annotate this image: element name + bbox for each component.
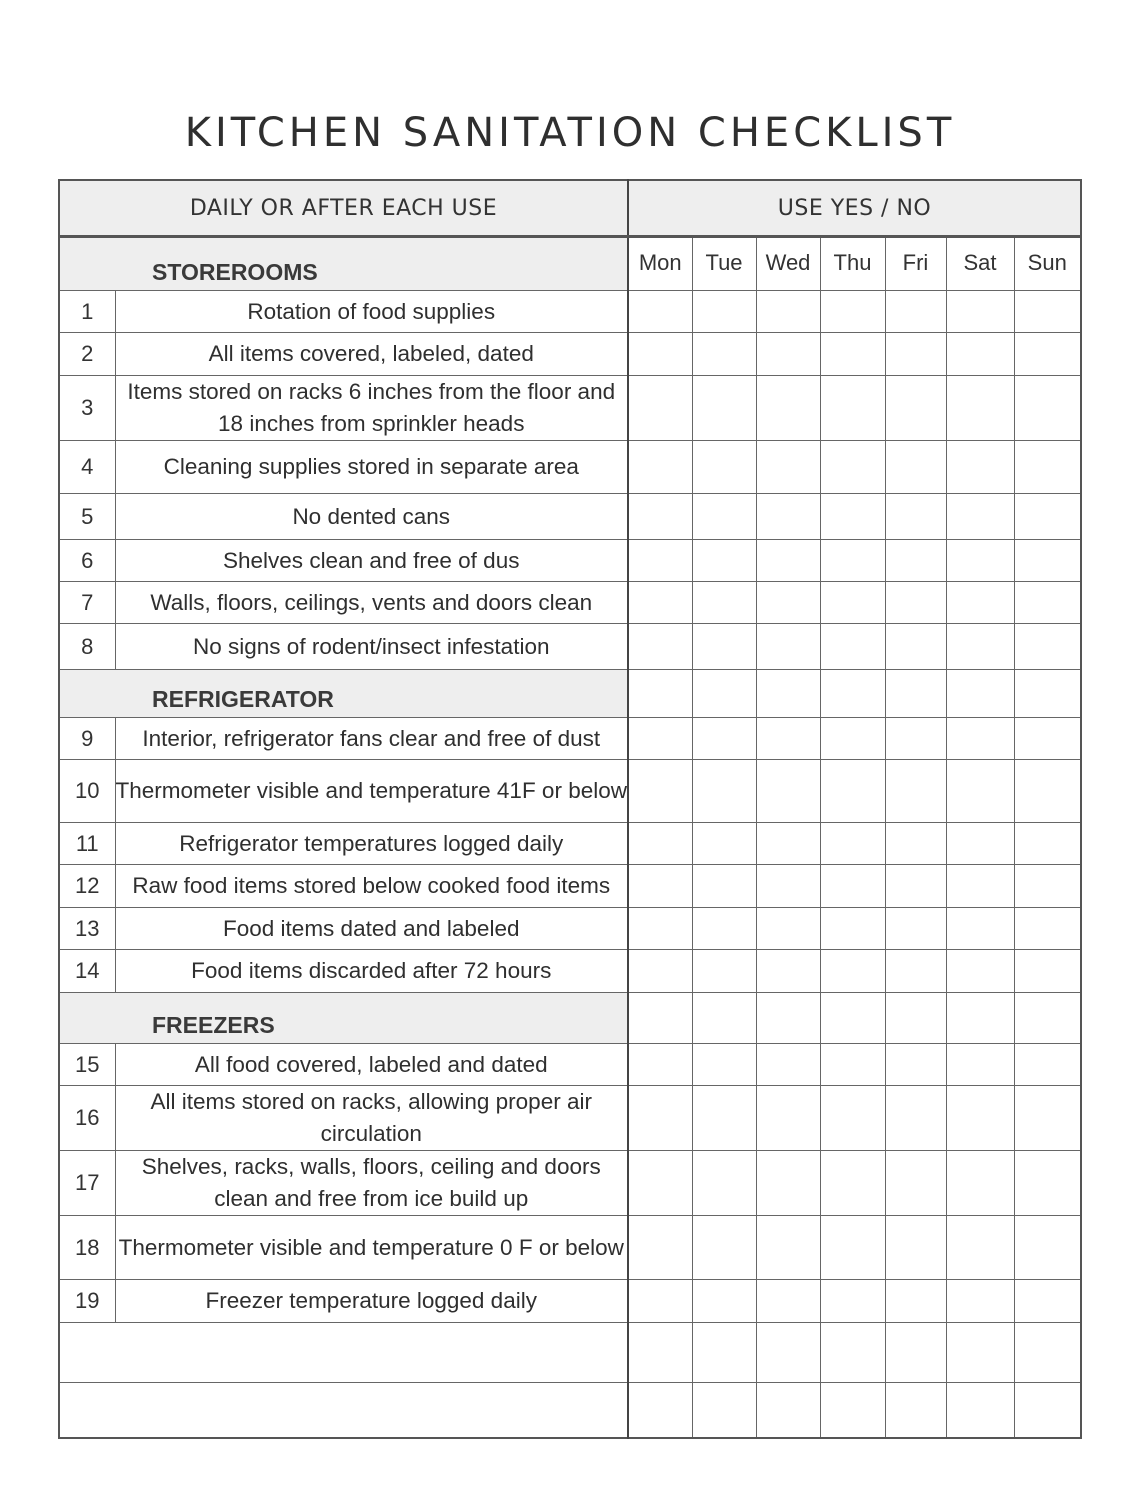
daily-header: DAILY OR AFTER EACH USE [59, 180, 628, 237]
blank-entry-cell[interactable] [59, 1383, 628, 1438]
check-cell[interactable] [756, 865, 820, 908]
check-cell[interactable] [946, 291, 1014, 333]
check-cell[interactable] [820, 291, 885, 333]
check-cell[interactable] [885, 1383, 946, 1438]
check-cell[interactable] [756, 1323, 820, 1383]
check-cell[interactable] [756, 333, 820, 376]
check-cell[interactable] [756, 1216, 820, 1280]
check-cell[interactable] [628, 540, 692, 582]
item-description: Food items discarded after 72 hours [115, 950, 628, 993]
item-description: Thermometer visible and temperature 41F or below [115, 760, 628, 823]
item-number: 16 [59, 1086, 115, 1151]
item-number: 2 [59, 333, 115, 376]
item-number: 3 [59, 376, 115, 441]
check-cell[interactable] [1014, 494, 1081, 540]
item-number: 17 [59, 1151, 115, 1216]
item-description: All items covered, labeled, dated [115, 333, 628, 376]
table-row [59, 540, 1081, 582]
check-cell[interactable] [756, 718, 820, 760]
check-cell[interactable] [1014, 540, 1081, 582]
check-cell[interactable] [692, 908, 756, 950]
check-cell[interactable] [692, 993, 756, 1044]
check-cell[interactable] [1014, 624, 1081, 670]
check-cell[interactable] [756, 908, 820, 950]
item-description: No dented cans [115, 494, 628, 540]
check-cell[interactable] [692, 1383, 756, 1438]
check-cell[interactable] [946, 718, 1014, 760]
check-cell[interactable] [692, 1151, 756, 1216]
check-cell[interactable] [692, 624, 756, 670]
table-row [59, 718, 1081, 760]
item-number: 10 [59, 760, 115, 823]
section-heading: STOREROOMS [59, 237, 628, 291]
check-cell[interactable] [1014, 1280, 1081, 1323]
item-description: All items stored on racks, allowing proper air circulation [115, 1086, 628, 1151]
day-header-thu: Thu [820, 237, 885, 291]
check-cell[interactable] [946, 1151, 1014, 1216]
check-cell[interactable] [628, 1151, 692, 1216]
table-row [59, 441, 1081, 494]
check-cell[interactable] [885, 908, 946, 950]
check-cell[interactable] [820, 1280, 885, 1323]
check-cell[interactable] [756, 494, 820, 540]
check-cell[interactable] [628, 718, 692, 760]
check-cell[interactable] [946, 441, 1014, 494]
check-cell[interactable] [756, 1086, 820, 1151]
table-row [59, 333, 1081, 376]
item-description: Items stored on racks 6 inches from the floor and 18 inches from sprinkler heads [115, 376, 628, 441]
table-row [59, 624, 1081, 670]
day-header-sun: Sun [1014, 237, 1081, 291]
check-cell[interactable] [1014, 582, 1081, 624]
check-cell[interactable] [820, 1323, 885, 1383]
day-header-mon: Mon [628, 237, 692, 291]
check-cell[interactable] [946, 865, 1014, 908]
check-cell[interactable] [885, 950, 946, 993]
table-row [59, 1280, 1081, 1323]
check-cell[interactable] [692, 718, 756, 760]
check-cell[interactable] [756, 291, 820, 333]
item-number: 1 [59, 291, 115, 333]
section-row [59, 993, 1081, 1044]
check-cell[interactable] [628, 376, 692, 441]
item-number: 5 [59, 494, 115, 540]
item-description: Refrigerator temperatures logged daily [115, 823, 628, 865]
check-cell[interactable] [820, 993, 885, 1044]
check-cell[interactable] [885, 540, 946, 582]
item-number: 13 [59, 908, 115, 950]
check-cell[interactable] [628, 760, 692, 823]
check-cell[interactable] [628, 441, 692, 494]
item-description: Food items dated and labeled [115, 908, 628, 950]
check-cell[interactable] [1014, 908, 1081, 950]
item-description: Rotation of food supplies [115, 291, 628, 333]
item-number: 18 [59, 1216, 115, 1280]
check-cell[interactable] [820, 582, 885, 624]
check-cell[interactable] [692, 950, 756, 993]
item-number: 8 [59, 624, 115, 670]
check-cell[interactable] [628, 1216, 692, 1280]
check-cell[interactable] [1014, 718, 1081, 760]
checklist-table [58, 179, 1082, 1439]
check-cell[interactable] [692, 333, 756, 376]
item-number: 12 [59, 865, 115, 908]
check-cell[interactable] [885, 1044, 946, 1086]
check-cell[interactable] [820, 1044, 885, 1086]
check-cell[interactable] [1014, 1323, 1081, 1383]
check-cell[interactable] [628, 670, 692, 718]
item-description: Interior, refrigerator fans clear and free of dust [115, 718, 628, 760]
check-cell[interactable] [692, 376, 756, 441]
check-cell[interactable] [1014, 1086, 1081, 1151]
day-header-wed: Wed [756, 237, 820, 291]
item-number: 15 [59, 1044, 115, 1086]
check-cell[interactable] [628, 333, 692, 376]
check-cell[interactable] [946, 376, 1014, 441]
check-cell[interactable] [946, 1044, 1014, 1086]
check-cell[interactable] [885, 993, 946, 1044]
use-yes-no-header: USE YES / NO [628, 180, 1081, 237]
check-cell[interactable] [885, 1151, 946, 1216]
check-cell[interactable] [946, 760, 1014, 823]
check-cell[interactable] [628, 865, 692, 908]
item-description: Shelves clean and free of dus [115, 540, 628, 582]
table-row [59, 1151, 1081, 1216]
check-cell[interactable] [692, 760, 756, 823]
check-cell[interactable] [885, 1323, 946, 1383]
check-cell[interactable] [756, 1383, 820, 1438]
check-cell[interactable] [628, 1323, 692, 1383]
check-cell[interactable] [946, 1216, 1014, 1280]
check-cell[interactable] [946, 908, 1014, 950]
check-cell[interactable] [820, 823, 885, 865]
item-description: No signs of rodent/insect infestation [115, 624, 628, 670]
check-cell[interactable] [946, 950, 1014, 993]
check-cell[interactable] [756, 624, 820, 670]
check-cell[interactable] [946, 494, 1014, 540]
check-cell[interactable] [628, 908, 692, 950]
check-cell[interactable] [946, 993, 1014, 1044]
check-cell[interactable] [946, 540, 1014, 582]
check-cell[interactable] [628, 1086, 692, 1151]
check-cell[interactable] [820, 670, 885, 718]
check-cell[interactable] [885, 494, 946, 540]
check-cell[interactable] [885, 1216, 946, 1280]
check-cell[interactable] [820, 760, 885, 823]
check-cell[interactable] [885, 624, 946, 670]
table-row [59, 950, 1081, 993]
check-cell[interactable] [692, 441, 756, 494]
check-cell[interactable] [885, 1280, 946, 1323]
item-description: Shelves, racks, walls, floors, ceiling and doors clean and free from ice build up [115, 1151, 628, 1216]
table-row [59, 582, 1081, 624]
check-cell[interactable] [628, 291, 692, 333]
check-cell[interactable] [756, 376, 820, 441]
check-cell[interactable] [820, 950, 885, 993]
check-cell[interactable] [1014, 865, 1081, 908]
check-cell[interactable] [820, 441, 885, 494]
check-cell[interactable] [820, 1151, 885, 1216]
check-cell[interactable] [756, 1280, 820, 1323]
check-cell[interactable] [628, 823, 692, 865]
blank-entry-cell[interactable] [59, 1323, 628, 1383]
check-cell[interactable] [885, 582, 946, 624]
item-number: 6 [59, 540, 115, 582]
table-row [59, 760, 1081, 823]
check-cell[interactable] [692, 540, 756, 582]
table-row [59, 1044, 1081, 1086]
check-cell[interactable] [946, 1323, 1014, 1383]
check-cell[interactable] [756, 823, 820, 865]
item-description: All food covered, labeled and dated [115, 1044, 628, 1086]
check-cell[interactable] [885, 291, 946, 333]
item-number: 9 [59, 718, 115, 760]
check-cell[interactable] [1014, 1044, 1081, 1086]
check-cell[interactable] [885, 718, 946, 760]
item-number: 7 [59, 582, 115, 624]
check-cell[interactable] [692, 1323, 756, 1383]
item-number: 11 [59, 823, 115, 865]
table-row [59, 1086, 1081, 1151]
blank-row [59, 1383, 1081, 1438]
check-cell[interactable] [885, 376, 946, 441]
section-heading: FREEZERS [59, 993, 628, 1044]
check-cell[interactable] [692, 291, 756, 333]
day-header-sat: Sat [946, 237, 1014, 291]
check-cell[interactable] [628, 1280, 692, 1323]
check-cell[interactable] [1014, 1383, 1081, 1438]
check-cell[interactable] [885, 760, 946, 823]
item-description: Thermometer visible and temperature 0 F or below [115, 1216, 628, 1280]
check-cell[interactable] [885, 441, 946, 494]
day-header-fri: Fri [885, 237, 946, 291]
check-cell[interactable] [820, 718, 885, 760]
check-cell[interactable] [692, 1280, 756, 1323]
check-cell[interactable] [820, 865, 885, 908]
check-cell[interactable] [820, 333, 885, 376]
check-cell[interactable] [1014, 441, 1081, 494]
check-cell[interactable] [692, 823, 756, 865]
check-cell[interactable] [756, 1151, 820, 1216]
check-cell[interactable] [1014, 670, 1081, 718]
check-cell[interactable] [692, 1216, 756, 1280]
check-cell[interactable] [756, 670, 820, 718]
check-cell[interactable] [628, 993, 692, 1044]
check-cell[interactable] [1014, 823, 1081, 865]
check-cell[interactable] [756, 760, 820, 823]
table-row [59, 376, 1081, 441]
item-description: Cleaning supplies stored in separate area [115, 441, 628, 494]
check-cell[interactable] [628, 494, 692, 540]
check-cell[interactable] [1014, 333, 1081, 376]
check-cell[interactable] [756, 950, 820, 993]
item-description: Walls, floors, ceilings, vents and doors clean [115, 582, 628, 624]
check-cell[interactable] [820, 540, 885, 582]
table-row [59, 908, 1081, 950]
check-cell[interactable] [946, 670, 1014, 718]
check-cell[interactable] [820, 494, 885, 540]
check-cell[interactable] [820, 1086, 885, 1151]
check-cell[interactable] [628, 1383, 692, 1438]
check-cell[interactable] [885, 333, 946, 376]
check-cell[interactable] [1014, 291, 1081, 333]
check-cell[interactable] [946, 624, 1014, 670]
check-cell[interactable] [885, 670, 946, 718]
table-row [59, 494, 1081, 540]
check-cell[interactable] [946, 1280, 1014, 1323]
check-cell[interactable] [1014, 950, 1081, 993]
check-cell[interactable] [756, 993, 820, 1044]
page-title: KITCHEN SANITATION CHECKLIST [184, 110, 956, 156]
item-number: 14 [59, 950, 115, 993]
check-cell[interactable] [946, 1383, 1014, 1438]
check-cell[interactable] [946, 823, 1014, 865]
table-row [59, 291, 1081, 333]
check-cell[interactable] [692, 670, 756, 718]
day-header-tue: Tue [692, 237, 756, 291]
item-number: 4 [59, 441, 115, 494]
check-cell[interactable] [692, 582, 756, 624]
check-cell[interactable] [1014, 376, 1081, 441]
check-cell[interactable] [885, 1086, 946, 1151]
check-cell[interactable] [628, 582, 692, 624]
check-cell[interactable] [756, 540, 820, 582]
check-cell[interactable] [628, 624, 692, 670]
check-cell[interactable] [885, 823, 946, 865]
check-cell[interactable] [1014, 993, 1081, 1044]
check-cell[interactable] [756, 582, 820, 624]
blank-row [59, 1323, 1081, 1383]
item-description: Raw food items stored below cooked food items [115, 865, 628, 908]
section-row [59, 237, 1081, 291]
check-cell[interactable] [692, 494, 756, 540]
check-cell[interactable] [885, 865, 946, 908]
table-row [59, 823, 1081, 865]
check-cell[interactable] [692, 1044, 756, 1086]
checklist-sheet [58, 179, 1082, 1439]
table-row [59, 1216, 1081, 1280]
check-cell[interactable] [628, 1044, 692, 1086]
check-cell[interactable] [820, 1216, 885, 1280]
check-cell[interactable] [756, 441, 820, 494]
header-row [59, 180, 1081, 237]
check-cell[interactable] [946, 333, 1014, 376]
item-description: Freezer temperature logged daily [115, 1280, 628, 1323]
check-cell[interactable] [946, 582, 1014, 624]
check-cell[interactable] [628, 950, 692, 993]
check-cell[interactable] [692, 865, 756, 908]
section-row [59, 670, 1081, 718]
check-cell[interactable] [946, 1086, 1014, 1151]
check-cell[interactable] [820, 908, 885, 950]
check-cell[interactable] [1014, 760, 1081, 823]
item-number: 19 [59, 1280, 115, 1323]
check-cell[interactable] [820, 376, 885, 441]
check-cell[interactable] [1014, 1151, 1081, 1216]
check-cell[interactable] [1014, 1216, 1081, 1280]
check-cell[interactable] [756, 1044, 820, 1086]
check-cell[interactable] [820, 624, 885, 670]
section-heading: REFRIGERATOR [59, 670, 628, 718]
check-cell[interactable] [820, 1383, 885, 1438]
check-cell[interactable] [692, 1086, 756, 1151]
table-row [59, 865, 1081, 908]
